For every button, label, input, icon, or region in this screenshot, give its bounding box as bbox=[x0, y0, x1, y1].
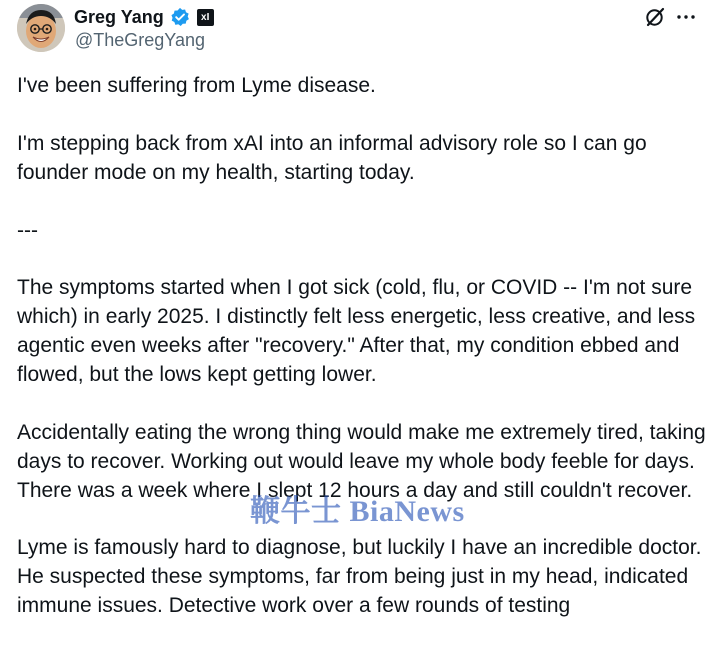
author-handle[interactable]: @TheGregYang bbox=[75, 30, 206, 50]
tweet-paragraph: I'm stepping back from xAI into an informal advisory role so I can go founder mode on my health, starting today. bbox=[17, 131, 647, 184]
grok-icon[interactable] bbox=[644, 6, 666, 28]
avatar-photo bbox=[17, 4, 65, 52]
watermark: 鞭牛士 BiaNews bbox=[250, 495, 465, 528]
author-name-row bbox=[74, 6, 214, 28]
more-icon[interactable] bbox=[676, 8, 696, 26]
tweet-paragraph: Lyme is famously hard to diagnose, but luckily I have an incredible doctor. He suspected these symptoms, far from being just in my head, indicated immune issues. Detective work over a few rounds of testing bbox=[17, 536, 702, 618]
avatar[interactable] bbox=[17, 4, 65, 52]
affiliation-badge[interactable]: xI bbox=[197, 9, 214, 26]
author-display-name[interactable]: Greg Yang bbox=[74, 6, 164, 27]
tweet-paragraph: Accidentally eating the wrong thing would make me extremely tired, taking days to recover. Working out would leave my whole body feeble for days. There was a week where I slept 12 hours a day and still couldn't recover. bbox=[17, 420, 706, 502]
tweet-paragraph: --- bbox=[17, 218, 38, 242]
tweet-header bbox=[0, 0, 713, 60]
tweet-paragraph: I've been suffering from Lyme disease. bbox=[17, 74, 376, 97]
verified-badge-icon[interactable] bbox=[170, 7, 190, 27]
tweet-text bbox=[17, 72, 707, 650]
tweet-paragraph: The symptoms started when I got sick (cold, flu, or COVID -- I'm not sure which) in early 2025. I distinctly felt less energetic, less creative, and less agentic even weeks after "recovery." After that, my condition ebbed and flowed, but the lows kept getting lower. bbox=[17, 276, 696, 387]
